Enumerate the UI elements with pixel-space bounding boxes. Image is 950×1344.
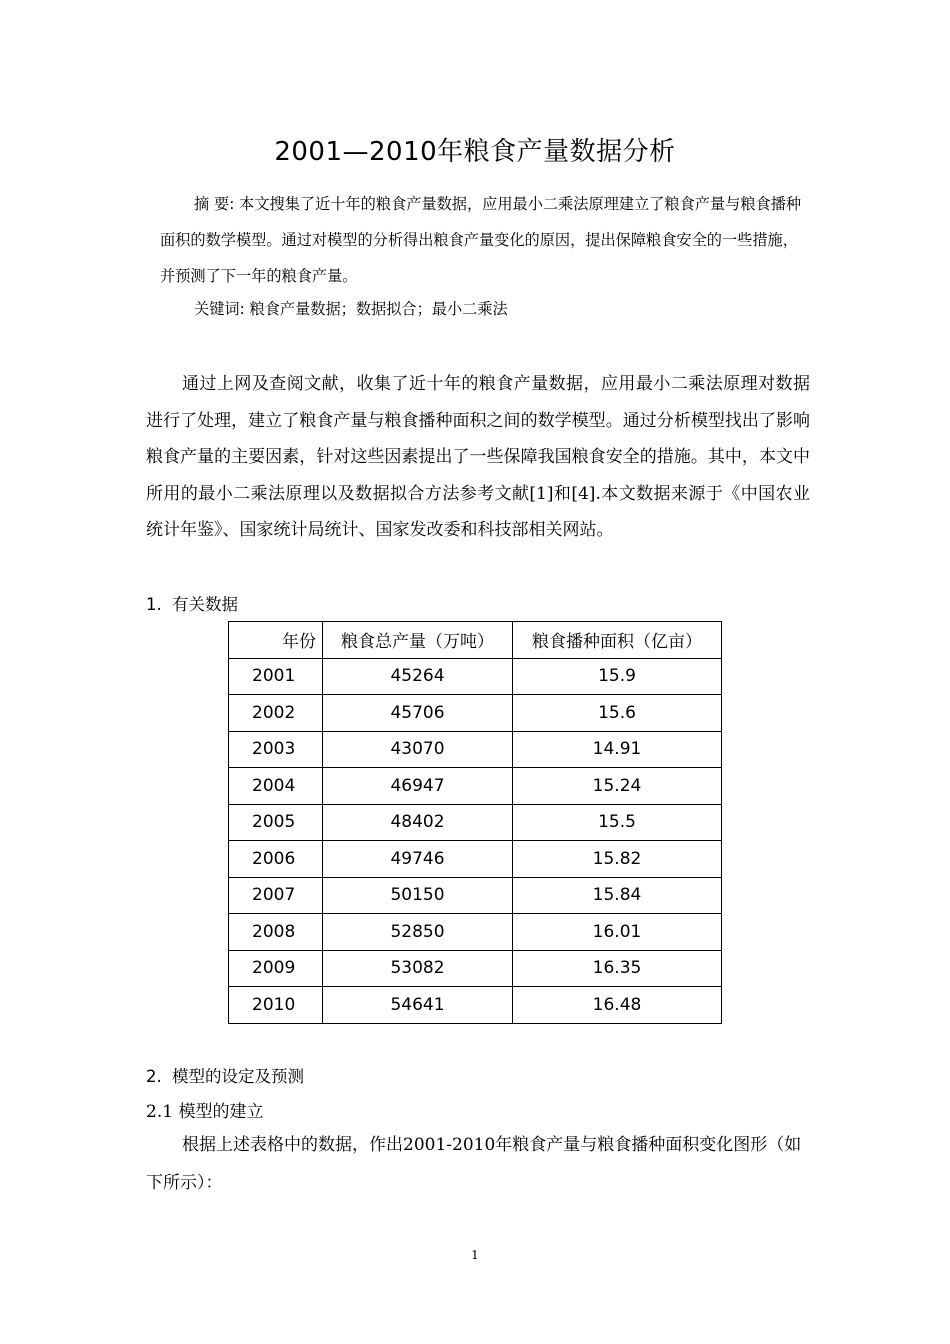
cell-year: 2007 xyxy=(229,877,323,914)
cell-output: 54641 xyxy=(323,987,513,1024)
table-row xyxy=(229,877,722,914)
cell-year: 2010 xyxy=(229,987,323,1024)
cell-output: 52850 xyxy=(323,914,513,951)
paragraph-text: 根据上述表格中的数据，作出2001-2010年粮食产量与粮食播种面积变化图形（如下所示）： xyxy=(146,1135,802,1193)
cell-year: 2002 xyxy=(229,695,323,732)
intro-paragraph xyxy=(146,366,810,549)
cell-year: 2006 xyxy=(229,841,323,878)
abstract xyxy=(160,186,812,294)
table-row xyxy=(229,731,722,768)
section-heading-2 xyxy=(146,1063,304,1087)
cell-area: 16.35 xyxy=(513,950,722,987)
table-row xyxy=(229,987,722,1024)
section-title: 模型的设定及预测 xyxy=(172,1067,304,1086)
page-number: 1 xyxy=(471,1248,479,1262)
section-number: 2. xyxy=(146,1067,162,1086)
cell-year: 2003 xyxy=(229,731,323,768)
cell-output: 48402 xyxy=(323,804,513,841)
table-row xyxy=(229,768,722,805)
section-number: 1. xyxy=(146,595,162,614)
paragraph-2-1 xyxy=(146,1126,810,1202)
header-area: 粮食播种面积（亿亩） xyxy=(513,622,722,659)
data-table xyxy=(228,621,722,1024)
table-row xyxy=(229,914,722,951)
cell-year: 2009 xyxy=(229,950,323,987)
header-output: 粮食总产量（万吨） xyxy=(323,622,513,659)
subsection-heading: 2.1 模型的建立 xyxy=(146,1102,264,1122)
cell-area: 16.01 xyxy=(513,914,722,951)
cell-area: 16.48 xyxy=(513,987,722,1024)
table-row xyxy=(229,804,722,841)
cell-area: 15.24 xyxy=(513,768,722,805)
cell-output: 45264 xyxy=(323,658,513,695)
keywords xyxy=(194,298,508,319)
keywords-text: 粮食产量数据；数据拟合；最小二乘法 xyxy=(244,300,508,318)
cell-area: 15.5 xyxy=(513,804,722,841)
keywords-label: 关键词: xyxy=(194,300,245,318)
cell-area: 15.82 xyxy=(513,841,722,878)
table-row xyxy=(229,695,722,732)
table-header-row xyxy=(229,622,722,659)
section-title: 有关数据 xyxy=(172,595,238,614)
cell-area: 15.84 xyxy=(513,877,722,914)
cell-output: 49746 xyxy=(323,841,513,878)
cell-area: 14.91 xyxy=(513,731,722,768)
cell-year: 2004 xyxy=(229,768,323,805)
document-title: 2001—2010年粮食产量数据分析 xyxy=(274,137,676,167)
table-row xyxy=(229,658,722,695)
cell-area: 15.9 xyxy=(513,658,722,695)
cell-year: 2001 xyxy=(229,658,323,695)
table-row xyxy=(229,950,722,987)
intro-text: 通过上网及查阅文献，收集了近十年的粮食产量数据，应用最小二乘法原理对数据进行了处理，建立了粮食产量与粮食播种面积之间的数学模型。通过分析模型找出了影响粮食产量的主要因素，针对这些因素提出了一些保障我国粮食安全的措施。其中，本文中所用的最小二乘法原理以及数据拟合方法参考文献[1]和[4].本文数据来源于《中国农业统计年鉴》、国家统计局统计、国家发改委和科技部相关网站。 xyxy=(146,374,810,540)
cell-area: 15.6 xyxy=(513,695,722,732)
table-row xyxy=(229,841,722,878)
cell-output: 45706 xyxy=(323,695,513,732)
abstract-label: 摘 要: xyxy=(194,195,235,213)
cell-output: 53082 xyxy=(323,950,513,987)
section-heading-1 xyxy=(146,591,238,615)
cell-year: 2005 xyxy=(229,804,323,841)
cell-output: 43070 xyxy=(323,731,513,768)
cell-output: 50150 xyxy=(323,877,513,914)
cell-year: 2008 xyxy=(229,914,323,951)
header-year: 年份 xyxy=(229,622,323,659)
cell-output: 46947 xyxy=(323,768,513,805)
abstract-text: 本文搜集了近十年的粮食产量数据，应用最小二乘法原理建立了粮食产量与粮食播种面积的数学模型。通过对模型的分析得出粮食产量变化的原因，提出保障粮食安全的一些措施，并预测了下一年的粮食产量。 xyxy=(160,195,802,285)
